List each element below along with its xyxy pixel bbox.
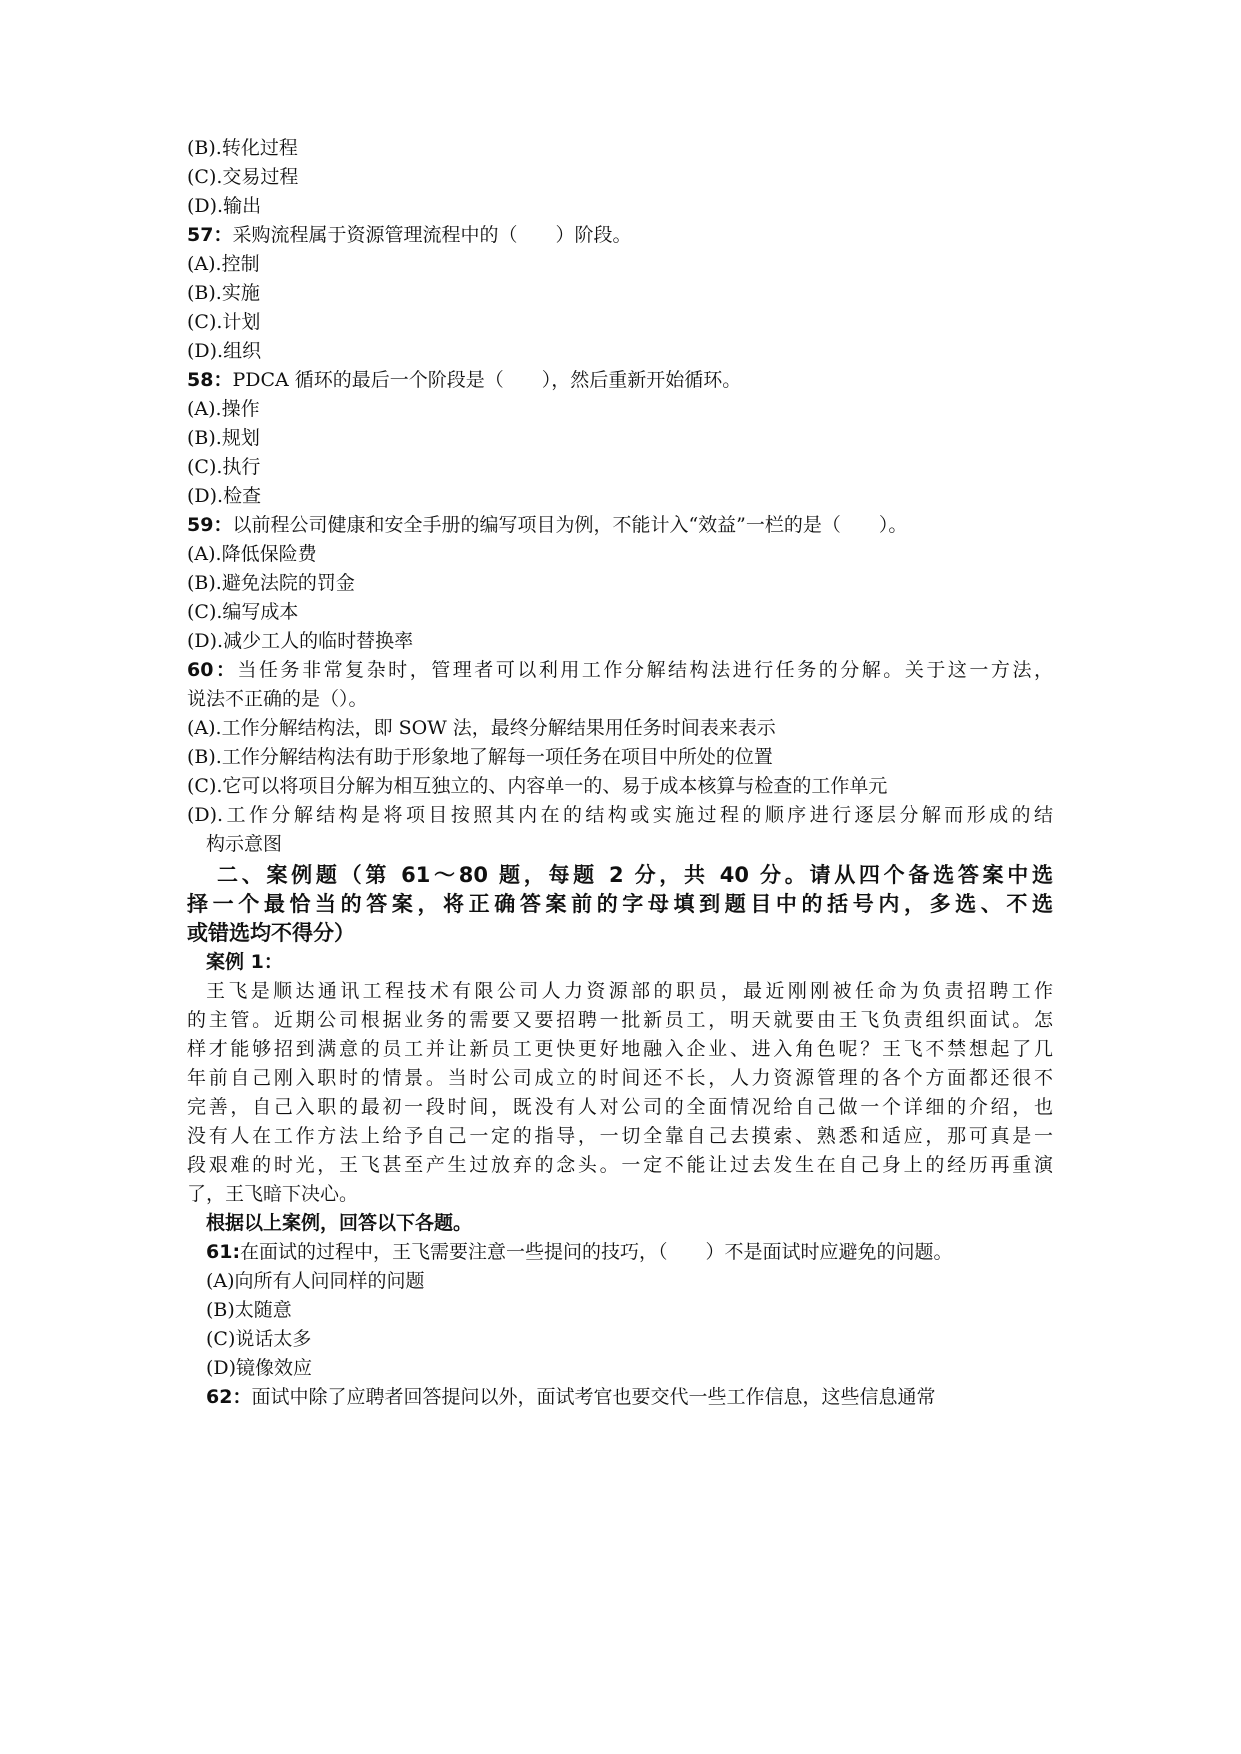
text-line: [187, 1093, 1053, 1122]
line-text: 或错选均不得分）: [187, 921, 355, 945]
line-text: 二、案例题（第 61～80 题，每题 2 分，共 40 分。请从四个备选答案中选: [217, 863, 1053, 887]
line-text: 了，王飞暗下决心。: [187, 1183, 359, 1205]
text-line: [187, 1296, 1053, 1325]
line-text: (D)镜像效应: [206, 1357, 313, 1379]
text-line: [187, 1180, 1053, 1209]
question-number: 57：: [187, 224, 233, 246]
text-line: [187, 453, 1053, 482]
text-line: [187, 890, 1053, 919]
text-line: [187, 482, 1053, 511]
line-text: 完善，自己入职的最初一段时间，既没有人对公司的全面情况给自己做一个详细的介绍，也: [187, 1096, 1053, 1118]
line-text: (C).交易过程: [187, 166, 299, 188]
line-text: (C).它可以将项目分解为相互独立的、内容单一的、易于成本核算与检查的工作单元: [187, 775, 888, 797]
text-line: [187, 569, 1053, 598]
question-line: [187, 221, 1053, 250]
line-text: (D).组织: [187, 340, 262, 362]
line-text: (C).计划: [187, 311, 261, 333]
text-line: [187, 163, 1053, 192]
question-line: [187, 1383, 1053, 1412]
line-text: 以前程公司健康和安全手册的编写项目为例，不能计入“效益”一栏的是（ ）。: [232, 514, 908, 536]
line-text: 说法不正确的是（）。: [187, 688, 368, 710]
line-text: 面试中除了应聘者回答提问以外，面试考官也要交代一些工作信息，这些信息通常: [251, 1386, 936, 1408]
line-text: PDCA 循环的最后一个阶段是（ ），然后重新开始循环。: [232, 369, 742, 391]
question-line: [187, 366, 1053, 395]
line-text: (A).降低保险费: [187, 543, 317, 565]
line-text: (D).输出: [187, 195, 262, 217]
text-line: [187, 1006, 1053, 1035]
question-number: 59：: [187, 514, 233, 536]
text-line: [187, 1267, 1053, 1296]
line-text: (A).控制: [187, 253, 260, 275]
line-text: 案例 1：: [206, 951, 283, 973]
line-text: 构示意图: [206, 833, 283, 855]
line-text: 年前自己刚入职时的情景。当时公司成立的时间还不长，人力资源管理的各个方面都还很不: [187, 1067, 1053, 1089]
text-line: [187, 1035, 1053, 1064]
text-line: [187, 714, 1053, 743]
text-line: [187, 743, 1053, 772]
line-text: (B).转化过程: [187, 137, 298, 159]
line-text: 择一个最恰当的答案，将正确答案前的字母填到题目中的括号内，多选、不选: [187, 892, 1053, 916]
question-line: [187, 511, 1053, 540]
text-line: [187, 308, 1053, 337]
text-line: [187, 772, 1053, 801]
text-line: [187, 337, 1053, 366]
text-line: [187, 279, 1053, 308]
question-number: 58：: [187, 369, 233, 391]
text-line: [187, 830, 1053, 859]
line-text: (C).编写成本: [187, 601, 299, 623]
question-number: 61:: [206, 1241, 241, 1263]
line-text: 王飞是顺达通讯工程技术有限公司人力资源部的职员，最近刚刚被任命为负责招聘工作: [206, 980, 1053, 1002]
question-number: 60：: [187, 659, 238, 681]
text-line: [187, 1325, 1053, 1354]
line-text: 样才能够招到满意的员工并让新员工更快更好地融入企业、进入角色呢？王飞不禁想起了几: [187, 1038, 1053, 1060]
text-line: [187, 801, 1053, 830]
line-text: (B)太随意: [206, 1299, 292, 1321]
text-line: [187, 250, 1053, 279]
question-line: [187, 1238, 1053, 1267]
text-line: [187, 861, 1053, 890]
text-line: [187, 919, 1053, 948]
text-line: [187, 1064, 1053, 1093]
text-line: [187, 1209, 1053, 1238]
line-text: (D).减少工人的临时替换率: [187, 630, 414, 652]
text-line: [187, 1151, 1053, 1180]
text-line: [187, 540, 1053, 569]
line-text: 在面试的过程中，王飞需要注意一些提问的技巧，（ ）不是面试时应避免的问题。: [240, 1241, 953, 1263]
line-text: 采购流程属于资源管理流程中的（ ）阶段。: [232, 224, 632, 246]
text-line: [187, 424, 1053, 453]
line-text: 段艰难的时光，王飞甚至产生过放弃的念头。一定不能让过去发生在自己身上的经历再重演: [187, 1154, 1053, 1176]
line-text: (C).执行: [187, 456, 261, 478]
line-text: (B).实施: [187, 282, 260, 304]
text-line: [187, 395, 1053, 424]
question-line: [187, 656, 1053, 685]
line-text: (A).操作: [187, 398, 260, 420]
text-line: [187, 948, 1053, 977]
document-page: [187, 134, 1053, 1412]
line-text: (B).工作分解结构法有助于形象地了解每一项任务在项目中所处的位置: [187, 746, 773, 768]
question-number: 62：: [206, 1386, 252, 1408]
text-line: [187, 134, 1053, 163]
text-line: [187, 977, 1053, 1006]
line-text: (C)说话太多: [206, 1328, 312, 1350]
text-line: [187, 685, 1053, 714]
line-text: (D).检查: [187, 485, 262, 507]
text-line: [187, 1354, 1053, 1383]
line-text: (B).避免法院的罚金: [187, 572, 355, 594]
text-line: [187, 598, 1053, 627]
line-text: 的主管。近期公司根据业务的需要又要招聘一批新员工，明天就要由王飞负责组织面试。怎: [187, 1009, 1053, 1031]
text-line: [187, 192, 1053, 221]
line-text: 没有人在工作方法上给予自己一定的指导，一切全靠自己去摸索、熟悉和适应，那可真是一: [187, 1125, 1053, 1147]
line-text: (D).工作分解结构是将项目按照其内在的结构或实施过程的顺序进行逐层分解而形成的结: [187, 804, 1053, 826]
line-text: (B).规划: [187, 427, 260, 449]
line-text: (A)向所有人问同样的问题: [206, 1270, 425, 1292]
text-line: [187, 1122, 1053, 1151]
line-text: (A).工作分解结构法，即 SOW 法，最终分解结果用任务时间表来表示: [187, 717, 776, 739]
line-text: 根据以上案例，回答以下各题。: [206, 1212, 473, 1234]
text-line: [187, 627, 1053, 656]
line-text: 当任务非常复杂时，管理者可以利用工作分解结构法进行任务的分解。关于这一方法，: [237, 659, 1053, 681]
